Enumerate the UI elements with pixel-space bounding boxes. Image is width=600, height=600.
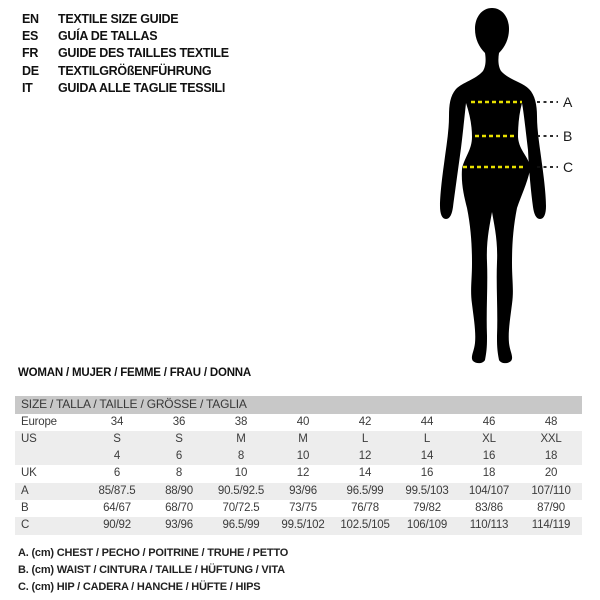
size-cell: 6	[148, 448, 210, 465]
size-table-body	[15, 396, 582, 535]
size-cell: 70/72.5	[222, 501, 260, 514]
table-header: SIZE / TALLA / TAILLE / GRÖSSE / TAGLIA	[15, 396, 582, 414]
row-label: B	[21, 501, 29, 514]
language-code: ES	[22, 29, 39, 44]
language-row	[22, 10, 229, 27]
language-code: DE	[22, 63, 39, 78]
language-code: IT	[22, 81, 33, 96]
table-row	[15, 431, 582, 448]
row-label: A	[15, 483, 86, 500]
size-cell: 96.5/99	[210, 517, 272, 534]
table-row	[15, 465, 582, 482]
row-label: C	[15, 517, 86, 534]
size-cell: 114/119	[520, 517, 582, 534]
size-cell: 10	[272, 448, 334, 465]
language-row	[22, 27, 229, 44]
legend-line: B. (cm) WAIST / CINTURA / TAILLE / HÜFTUNG / VITA	[18, 564, 285, 577]
size-cell: 44	[420, 415, 434, 428]
size-cell: L	[396, 431, 458, 448]
table-row	[15, 500, 582, 517]
size-cell: M	[210, 431, 272, 448]
hip-marker-letter: C	[563, 159, 574, 175]
size-cell: 12	[296, 467, 310, 480]
language-list	[22, 10, 229, 97]
size-cell: S	[86, 431, 148, 448]
size-cell: 79/82	[413, 501, 441, 514]
size-cell: 14	[358, 467, 372, 480]
row-label: US	[15, 431, 86, 448]
size-cell: 76/78	[351, 501, 379, 514]
legend-line: C. (cm) HIP / CADERA / HANCHE / HÜFTE / HIPS	[18, 581, 261, 594]
table-row	[15, 517, 582, 534]
woman-silhouette	[440, 8, 546, 363]
language-label: GUÍA DE TALLAS	[58, 29, 158, 44]
size-cell: 38	[234, 415, 248, 428]
figure-diagram	[380, 0, 600, 380]
size-cell: 99.5/103	[396, 483, 458, 500]
size-cell: 99.5/102	[272, 517, 334, 534]
language-row	[22, 62, 229, 79]
section-title: WOMAN / MUJER / FEMME / FRAU / DONNA	[18, 367, 252, 379]
legend	[18, 545, 288, 597]
size-cell: S	[148, 431, 210, 448]
size-cell: XXL	[520, 431, 582, 448]
size-cell: 8	[175, 467, 183, 480]
size-cell: 8	[210, 448, 272, 465]
size-cell: 88/90	[148, 483, 210, 500]
size-cell: 73/75	[289, 501, 317, 514]
size-cell: L	[334, 431, 396, 448]
size-cell: 93/96	[272, 483, 334, 500]
table-header-row	[15, 396, 582, 414]
size-cell: 83/86	[475, 501, 503, 514]
size-cell: 68/70	[165, 501, 193, 514]
row-label	[15, 448, 86, 465]
size-cell: 64/67	[103, 501, 131, 514]
size-cell: 12	[334, 448, 396, 465]
size-cell: 6	[113, 467, 121, 480]
table-row	[15, 448, 582, 465]
size-cell: 110/113	[458, 517, 520, 534]
size-cell: 93/96	[148, 517, 210, 534]
size-cell: 4	[86, 448, 148, 465]
language-code: EN	[22, 11, 39, 26]
table-row	[15, 483, 582, 500]
size-cell: M	[272, 431, 334, 448]
size-cell: 48	[544, 415, 558, 428]
language-label: GUIDA ALLE TAGLIE TESSILI	[58, 81, 226, 96]
chest-marker-letter: A	[563, 94, 573, 110]
size-cell: 16	[458, 448, 520, 465]
figure-svg	[380, 0, 600, 380]
size-cell: 106/109	[396, 517, 458, 534]
language-label: TEXTILGRÖßENFÜHRUNG	[58, 63, 212, 78]
row-label: UK	[21, 467, 37, 480]
size-cell: 34	[110, 415, 124, 428]
table-row	[15, 414, 582, 431]
language-label: GUIDE DES TAILLES TEXTILE	[58, 46, 229, 61]
size-cell: 107/110	[520, 483, 582, 500]
size-cell: 96.5/99	[334, 483, 396, 500]
size-cell: 102.5/105	[334, 517, 396, 534]
size-cell: 40	[296, 415, 310, 428]
size-cell: 46	[482, 415, 496, 428]
size-cell: 20	[544, 467, 558, 480]
size-cell: 42	[358, 415, 372, 428]
size-cell: 10	[234, 467, 248, 480]
size-cell: 87/90	[537, 501, 565, 514]
size-cell: 16	[420, 467, 434, 480]
language-code: FR	[22, 46, 39, 61]
size-cell: 36	[172, 415, 186, 428]
size-cell: 104/107	[458, 483, 520, 500]
size-table	[15, 396, 582, 535]
language-label: TEXTILE SIZE GUIDE	[58, 11, 179, 26]
size-cell: 14	[396, 448, 458, 465]
legend-line: A. (cm) CHEST / PECHO / POITRINE / TRUHE / PETTO	[18, 547, 289, 559]
language-row	[22, 45, 229, 62]
size-cell: 18	[520, 448, 582, 465]
size-cell: 90/92	[86, 517, 148, 534]
row-label: Europe	[21, 415, 57, 428]
size-cell: 85/87.5	[86, 483, 148, 500]
waist-marker-letter: B	[563, 128, 573, 144]
language-row	[22, 80, 229, 97]
size-cell: XL	[458, 431, 520, 448]
size-cell: 18	[482, 467, 496, 480]
size-cell: 90.5/92.5	[210, 483, 272, 500]
